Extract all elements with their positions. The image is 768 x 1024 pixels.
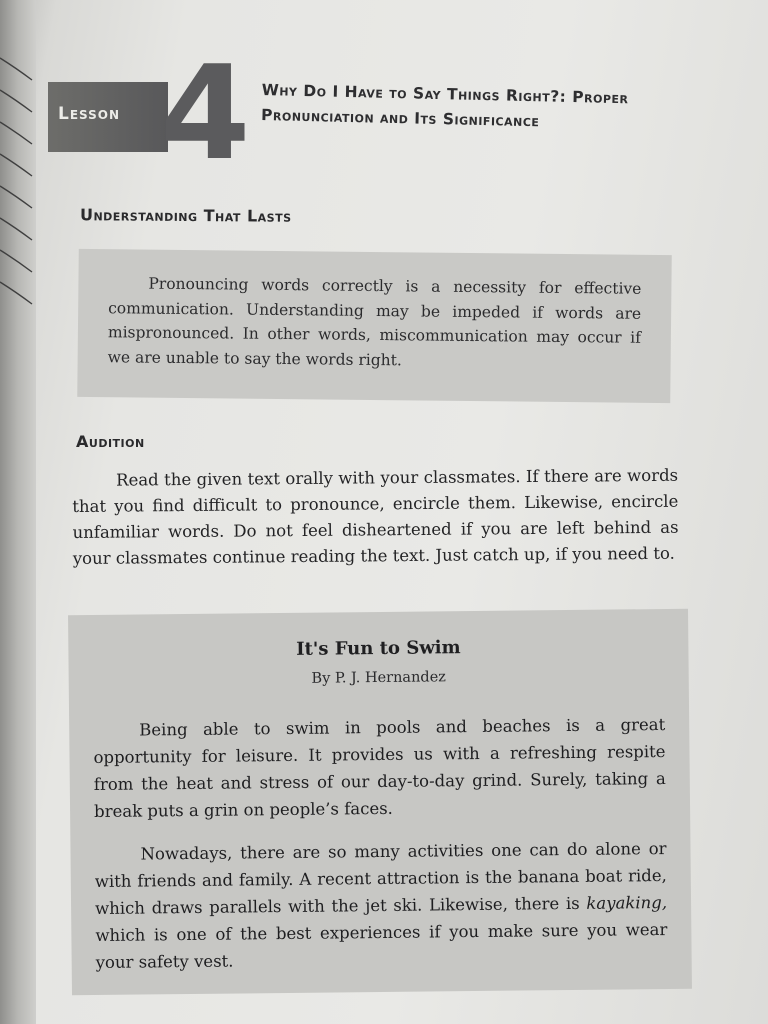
lesson-number: 4 [160,37,251,189]
story-box [68,609,692,995]
story-author: By P. J. Hernandez [311,669,446,687]
binding-stitch-lines [0,50,40,310]
lesson-header [48,37,251,189]
story-title: It's Fun to Swim [296,637,461,660]
lesson-label: Lesson [58,104,121,124]
story-paragraph-2-text-a: Nowadays, there are so many activities one can do alone or with friends and family. A recent attraction is the banana boat ride, which draws parallels with the jet ski. Likewise, there is [94,839,667,918]
story-paragraph-2-italic: kayaking, [586,892,668,913]
audition-heading: Audition [76,432,145,451]
understanding-heading: Understanding That Lasts [79,205,292,226]
lesson-title: Why Do I Have to Say Things Right?: Proper Pronunciation and Its Significance [260,80,629,131]
story-paragraph-1: Being able to swim in pools and beaches is a great opportunity for leisure. It provides us with a refreshing respite from the heat and stress of our day-to-day grind. Surely, taking a break puts a grin on people’s faces. [93,715,666,821]
story-paragraph-2-text-b: which is one of the best experiences if you make sure you wear your safety vest. [95,919,668,972]
understanding-text: Pronouncing words correctly is a necessity for effective communication. Understanding may be impeded if words are mispronounced. In other words, miscommunication may occur if we are unable to say the words right. [107,274,642,369]
audition-instructions: Read the given text orally with your classmates. If there are words that you find difficult to pronounce, encircle them. Likewise, encircle unfamiliar words. Do not feel disheartened if you are left behind as your classmates continue reading the text. Just catch up, if you need to. [72,465,679,568]
understanding-box [77,249,672,403]
story-paragraph-2 [94,835,667,976]
